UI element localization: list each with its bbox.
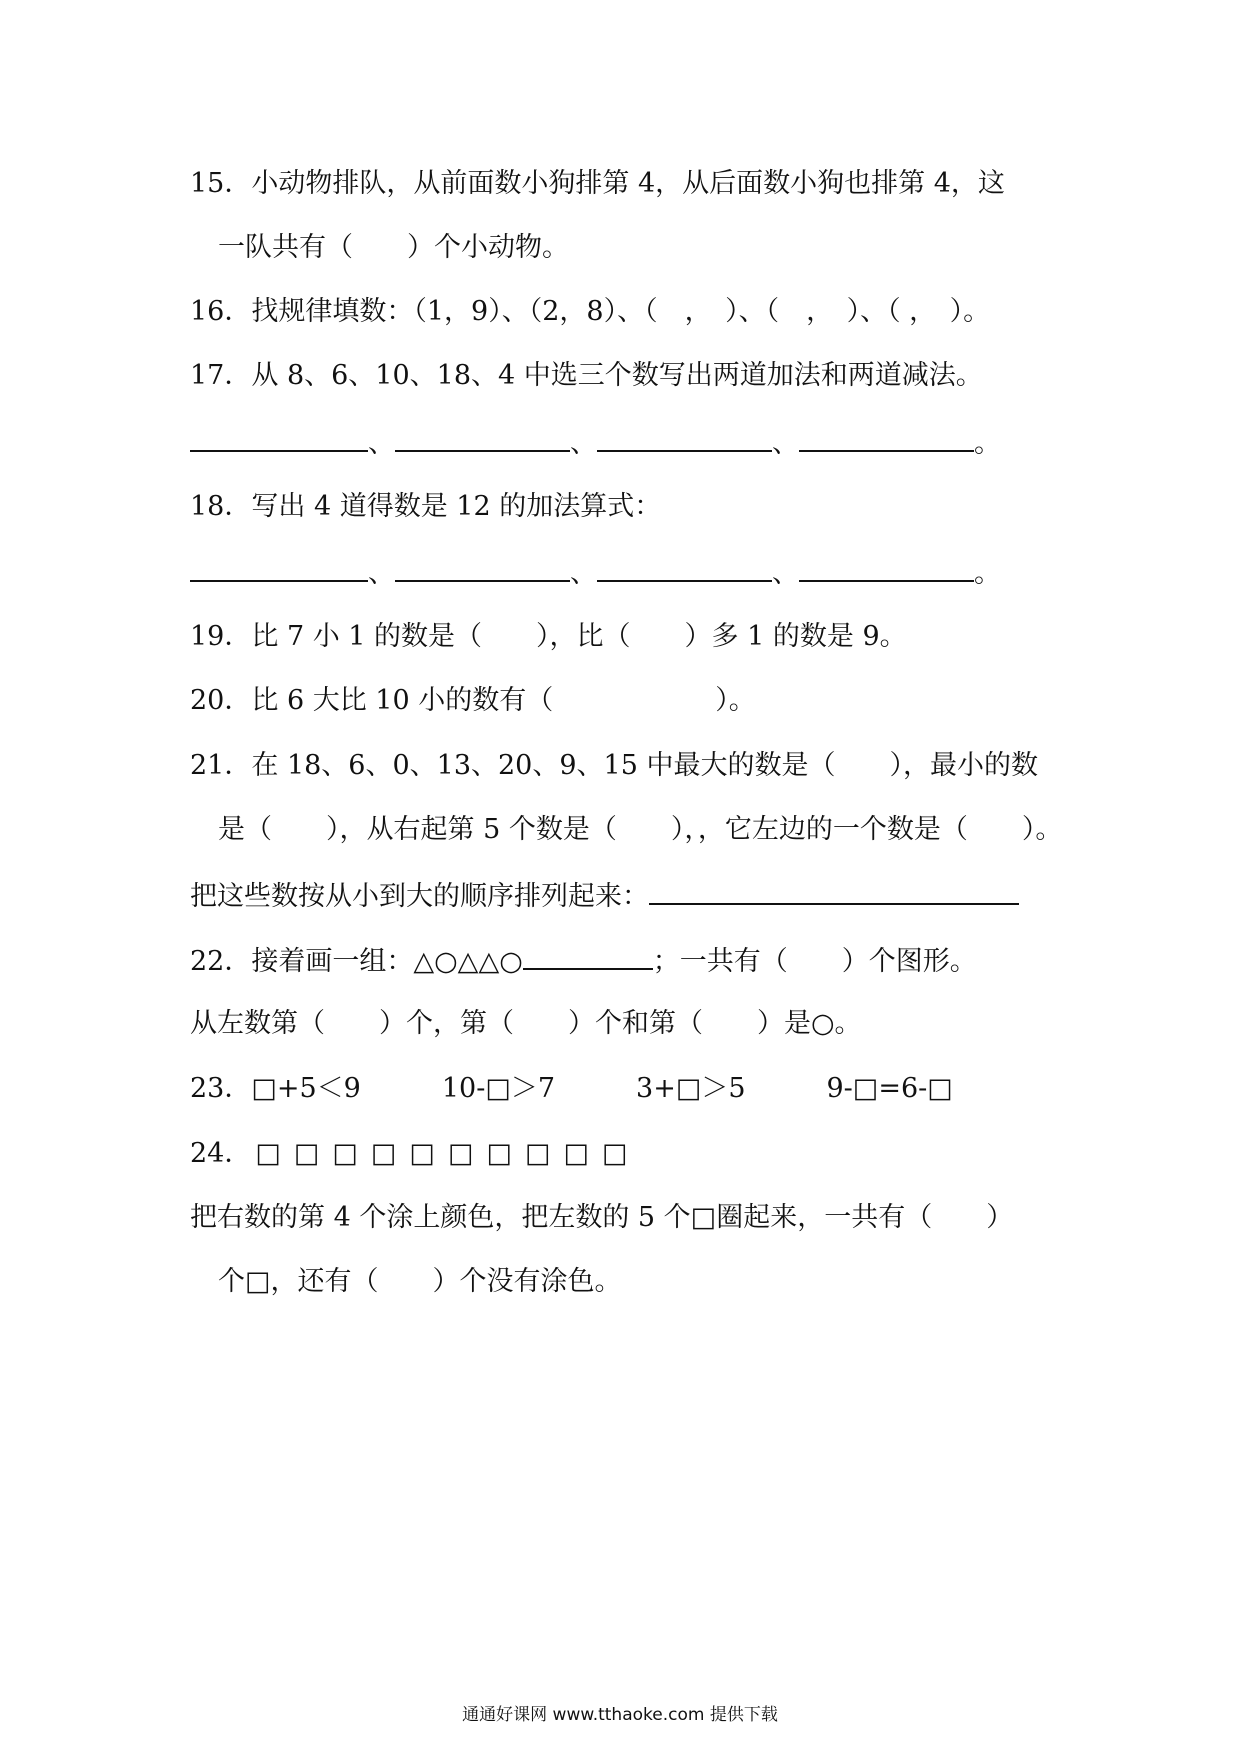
q22-line2: 从左数第（ ）个，第（ ）个和第（ ）是○。 bbox=[190, 1008, 862, 1039]
answer-blank[interactable] bbox=[799, 424, 974, 452]
square-box[interactable]: □ bbox=[293, 1138, 320, 1169]
q15-line1: 15．小动物排队，从前面数小狗排第 4，从后面数小狗也排第 4，这 bbox=[190, 168, 1005, 199]
square-box[interactable]: □ bbox=[602, 1138, 628, 1169]
answer-blank[interactable] bbox=[395, 424, 570, 452]
q16-text: 16．找规律填数：（1，9）、（2，8）、（ ， ）、（ ， ）、（ ， ）。 bbox=[190, 296, 991, 327]
q23-text: 23．□+5＜9 10-□＞7 3+□＞5 9-□=6-□ bbox=[190, 1073, 953, 1104]
square-box[interactable]: □ bbox=[524, 1138, 551, 1169]
square-box[interactable]: □ bbox=[563, 1138, 589, 1169]
q18-text: 18．写出 4 道得数是 12 的加法算式： bbox=[190, 491, 662, 522]
q24-boxes-line: 24． □ □ □ □ □ □ □ □ □ □ bbox=[190, 1136, 641, 1172]
answer-blank[interactable] bbox=[190, 424, 368, 452]
answer-blank[interactable] bbox=[190, 554, 368, 582]
page-footer: 通通好课网 www.tthaoke.com 提供下载 bbox=[462, 1705, 778, 1725]
q24-line3: 个□，还有（ ）个没有涂色。 bbox=[218, 1266, 622, 1297]
q21-line3: 把这些数按从小到大的顺序排列起来： bbox=[190, 877, 1019, 915]
answer-blank[interactable] bbox=[799, 554, 974, 582]
square-box[interactable]: □ bbox=[255, 1138, 281, 1169]
q20-text: 20．比 6 大比 10 小的数有（ ）。 bbox=[190, 685, 756, 716]
q18-answer-line: 、 、 、 。 bbox=[190, 554, 1001, 592]
q15-line2: 一队共有（ ）个小动物。 bbox=[218, 232, 569, 263]
q19-text: 19．比 7 小 1 的数是（ ），比（ ）多 1 的数是 9。 bbox=[190, 621, 907, 652]
q21-line1: 21．在 18、6、0、13、20、9、15 中最大的数是（ ），最小的数 bbox=[190, 750, 1038, 781]
square-box[interactable]: □ bbox=[370, 1138, 397, 1169]
square-box[interactable]: □ bbox=[409, 1138, 435, 1169]
q17-answer-line: 、 、 、 。 bbox=[190, 424, 1001, 462]
answer-blank[interactable] bbox=[597, 554, 772, 582]
answer-blank[interactable] bbox=[395, 554, 570, 582]
square-box[interactable]: □ bbox=[332, 1138, 358, 1169]
q22-line1: 22．接着画一组：△○△△○ ；一共有（ ）个图形。 bbox=[190, 942, 977, 980]
square-box[interactable]: □ bbox=[486, 1138, 512, 1169]
order-answer-blank[interactable] bbox=[649, 877, 1019, 905]
q21-line2: 是（ ），从右起第 5 个数是（ ），，它左边的一个数是（ ）。 bbox=[218, 814, 1063, 845]
answer-blank[interactable] bbox=[597, 424, 772, 452]
q24-line2: 把右数的第 4 个涂上颜色，把左数的 5 个□圈起来，一共有（ ） bbox=[190, 1202, 1014, 1233]
pattern-answer-blank[interactable] bbox=[523, 942, 653, 970]
square-box[interactable]: □ bbox=[447, 1138, 474, 1169]
q17-text: 17．从 8、6、10、18、4 中选三个数写出两道加法和两道减法。 bbox=[190, 360, 983, 391]
